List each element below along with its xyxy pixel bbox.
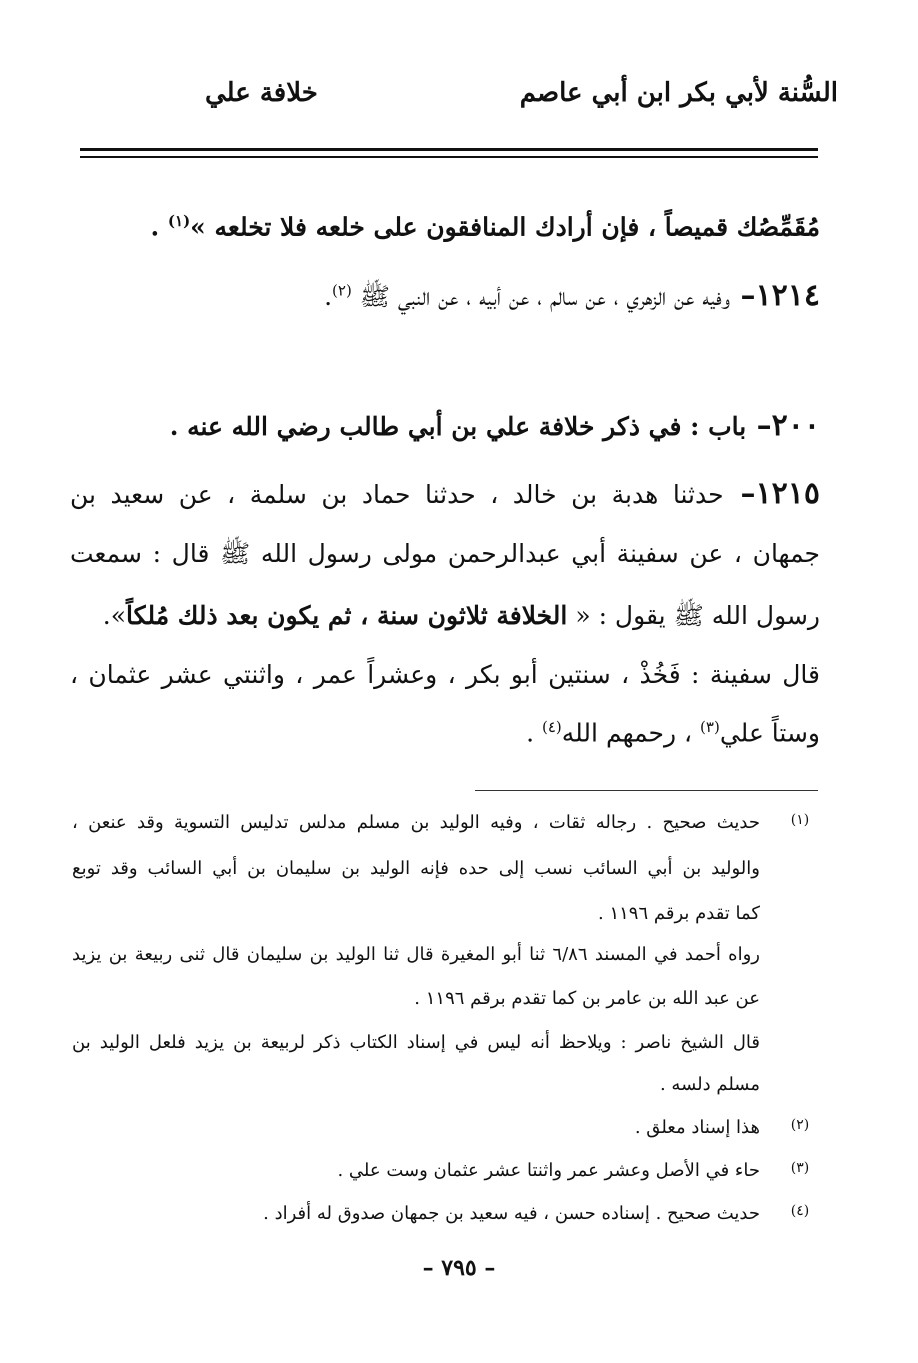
footnote-1c-line-2: مسلم دلسه . — [659, 1074, 760, 1095]
hadith-1215-line-1: ١٢١٥– حدثنا هدبة بن خالد ، حدثنا حماد بن سلمة ، عن سعيد بن — [70, 476, 820, 511]
running-header — [80, 78, 838, 118]
footnote-4-line-1: حديث صحيح . إسناده حسن ، فيه سعيد بن جمهان صدوق له أفراد . — [263, 1203, 760, 1224]
hadith-number-1214: ١٢١٤– — [730, 278, 820, 313]
hadith-1215-line-4: قال سفينة : فَخُذْ ، سنتين أبو بكر ، وعشراً عمر ، واثنتي عشر عثمان ، — [70, 660, 820, 689]
header-rule-top — [80, 148, 818, 151]
chapter-heading-text: باب : في ذكر خلافة علي بن أبي طالب رضي الله عنه . — [169, 412, 747, 441]
footnote-ref-2: (٢) — [332, 281, 352, 300]
page-number: – ٧٩٥ – — [422, 1255, 496, 1281]
body-line-1: مُقَمِّصُك قميصاً ، فإن أرادك المنافقون على خلعه فلا تخلعه »$^{(١)}$ . — [150, 212, 820, 242]
hadith-1215-line-3: رسول الله ﷺ يقول : « الخلافة ثلاثون سنة ، ثم يكون بعد ذلك مُلكاً». — [102, 601, 820, 630]
footnote-mark-2: (٢) — [790, 1117, 810, 1133]
chapter-heading — [70, 408, 820, 443]
chapter-number: ٢٠٠– — [746, 408, 820, 443]
footnote-1b-line-2: عن عبد الله بن عامر بن كما تقدم برقم ١١٩٦ . — [414, 988, 760, 1009]
footnote-1b-line-1: رواه أحمد في المسند ٦/٨٦ ثنا أبو المغيرة قال ثنا الوليد بن سليمان قال ثنى ربيعة بن يزيد — [72, 944, 760, 965]
book-title: السُّنة لأبي بكر ابن أبي عاصم — [519, 78, 838, 108]
hadith-1215-line-2: جمهان ، عن سفينة أبي عبدالرحمن مولى رسول الله ﷺ قال : سمعت — [70, 539, 820, 568]
footnote-ref-4: (٤) — [541, 718, 562, 736]
footnote-2-line-1: هذا إسناد معلق . — [634, 1117, 760, 1138]
footnote-1c-line-1: قال الشيخ ناصر : ويلاحظ أنه ليس في إسناد الكتاب ذكر لربيعة بن يزيد فلعل الوليد بن — [72, 1032, 760, 1053]
footnote-mark-3: (٣) — [790, 1160, 810, 1176]
hadith-1215-line-5: وستاً علي$^{(٣)}$ ، رحمهم الله$^{(٤)}$ . — [526, 718, 820, 748]
hadith-number-1215: ١٢١٥– — [723, 476, 820, 511]
footnote-mark-4: (٤) — [790, 1203, 810, 1219]
header-rule-bottom — [80, 156, 818, 158]
chapter-title: خلافة علي — [205, 78, 318, 108]
footnote-ref-3: (٣) — [700, 718, 720, 736]
hadith-1214: ١٢١٤– وفيه عن الزهري ، عن سالم ، عن أبيه ، عن النبي ﷺ $^{(٢)}$. — [324, 278, 820, 313]
footnote-3-line-1: حاء في الأصل وعشر عمر واثنتا عشر عثمان وست علي . — [337, 1160, 760, 1181]
footnote-mark-1: (١) — [790, 812, 810, 828]
footnote-ref-1: (١) — [167, 212, 191, 230]
footnote-separator — [475, 790, 818, 791]
footnote-1-line-3: كما تقدم برقم ١١٩٦ . — [598, 903, 760, 924]
quoted-saying: الخلافة ثلاثون سنة ، ثم يكون بعد ذلك مُلكاً — [126, 601, 568, 630]
footnote-1-line-2: والوليد بن أبي السائب نسب إلى حده فإنه الوليد بن سليمان بن أبي السائب وقد توبع — [72, 858, 760, 879]
footnote-1-line-1: حديث صحيح . رجاله ثقات ، وفيه الوليد بن مسلم مدلس تدليس التسوية وقد عنعن ، — [72, 812, 760, 833]
